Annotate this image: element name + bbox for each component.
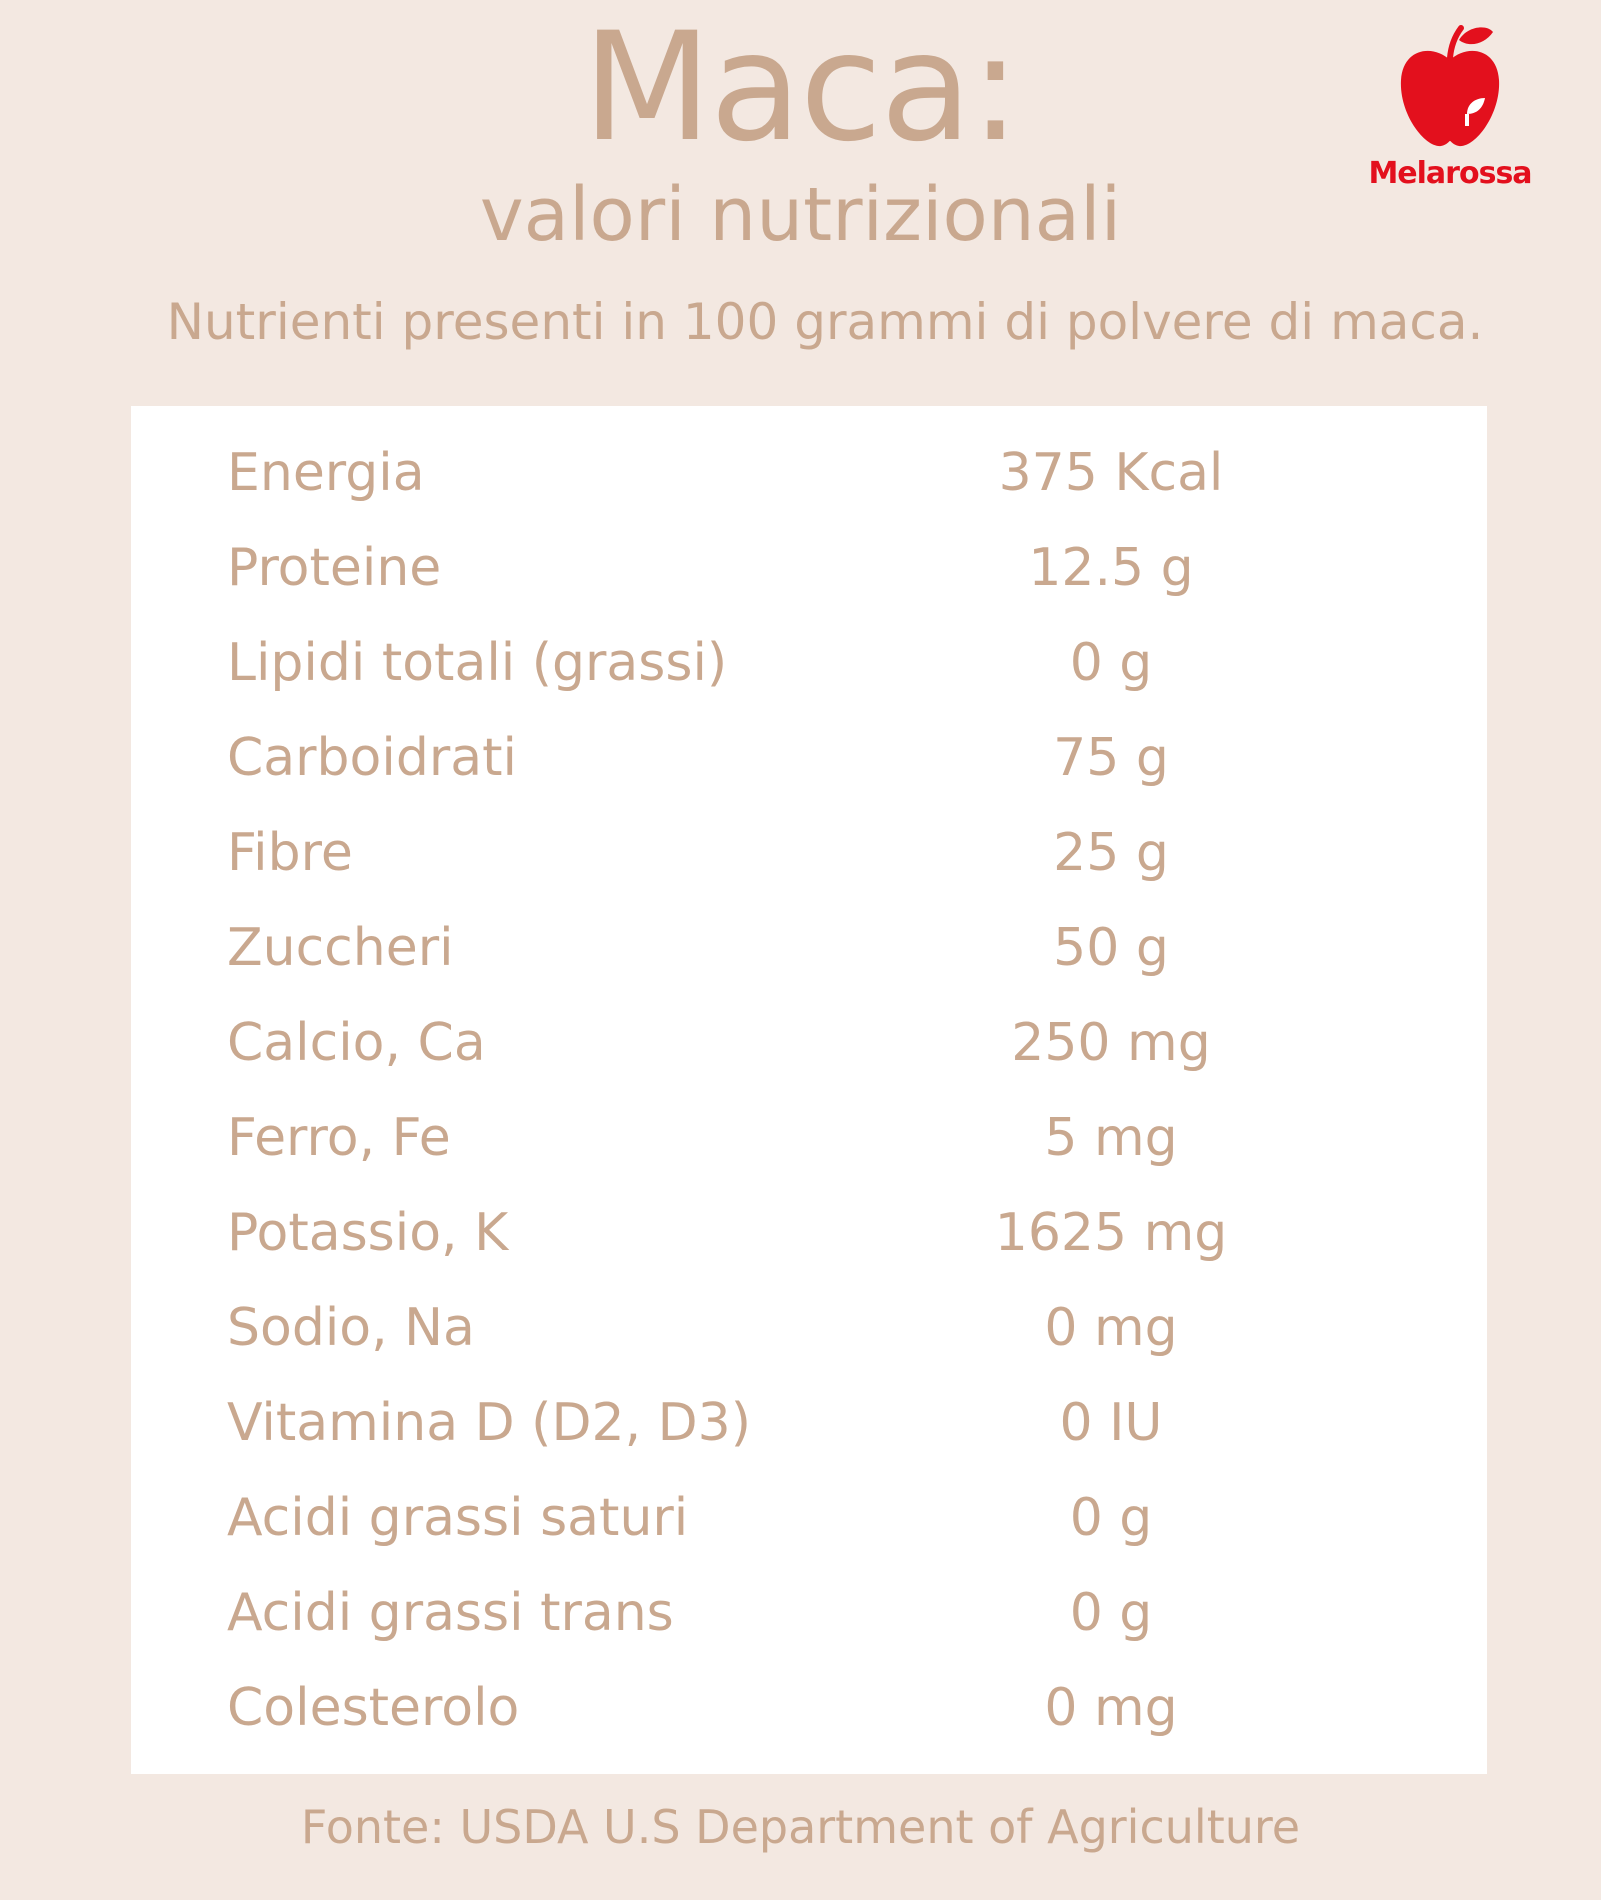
nutrient-name: Energia — [227, 443, 425, 503]
nutrient-value: 5 mg — [1044, 1108, 1178, 1168]
table-row — [131, 1281, 1487, 1376]
table-row — [131, 901, 1487, 996]
page-subtitle: valori nutrizionali — [479, 172, 1122, 258]
nutrient-name: Potassio, K — [227, 1203, 509, 1263]
nutrient-value: 0 mg — [1044, 1678, 1178, 1738]
nutrient-name: Lipidi totali (grassi) — [227, 633, 728, 693]
nutrient-value: 250 mg — [1011, 1013, 1211, 1073]
nutrient-name: Carboidrati — [227, 728, 517, 788]
nutrient-value: 75 g — [1053, 728, 1169, 788]
nutrient-name: Zuccheri — [227, 918, 454, 978]
table-row — [131, 1471, 1487, 1566]
nutrient-value: 0 g — [1069, 633, 1153, 693]
table-row — [131, 426, 1487, 521]
table-row — [131, 711, 1487, 806]
nutrient-name: Colesterolo — [227, 1678, 520, 1738]
table-row — [131, 1186, 1487, 1281]
table-row — [131, 996, 1487, 1091]
nutrient-value: 375 Kcal — [998, 443, 1224, 503]
table-row — [131, 521, 1487, 616]
nutrient-name: Ferro, Fe — [227, 1108, 451, 1168]
nutrient-value: 12.5 g — [1028, 538, 1194, 598]
nutrient-value: 0 IU — [1059, 1393, 1163, 1453]
nutrient-value: 0 mg — [1044, 1298, 1178, 1358]
nutrient-value: 0 g — [1069, 1583, 1153, 1643]
nutrient-name: Acidi grassi saturi — [227, 1488, 689, 1548]
apple-icon — [1395, 22, 1505, 152]
intro-text: Nutrienti presenti in 100 grammi di polvere di maca. — [166, 293, 1484, 351]
source-note: Fonte: USDA U.S Department of Agriculture — [300, 1800, 1301, 1854]
nutrient-value: 0 g — [1069, 1488, 1153, 1548]
nutrition-table — [131, 406, 1487, 1774]
table-row — [131, 1376, 1487, 1471]
nutrient-value: 1625 mg — [994, 1203, 1228, 1263]
nutrient-value: 50 g — [1053, 918, 1169, 978]
nutrient-name: Sodio, Na — [227, 1298, 475, 1358]
table-row — [131, 1661, 1487, 1756]
nutrient-name: Acidi grassi trans — [227, 1583, 674, 1643]
nutrient-name: Proteine — [227, 538, 442, 598]
table-row — [131, 616, 1487, 711]
table-row — [131, 1566, 1487, 1661]
brand-name: Melarossa — [1368, 156, 1532, 191]
melarossa-logo — [1360, 22, 1540, 212]
table-row — [131, 1091, 1487, 1186]
nutrient-name: Vitamina D (D2, D3) — [227, 1393, 752, 1453]
page-title: Maca: — [582, 1, 1019, 175]
table-row — [131, 806, 1487, 901]
nutrient-name: Fibre — [227, 823, 353, 883]
nutrient-value: 25 g — [1053, 823, 1169, 883]
nutrient-name: Calcio, Ca — [227, 1013, 486, 1073]
